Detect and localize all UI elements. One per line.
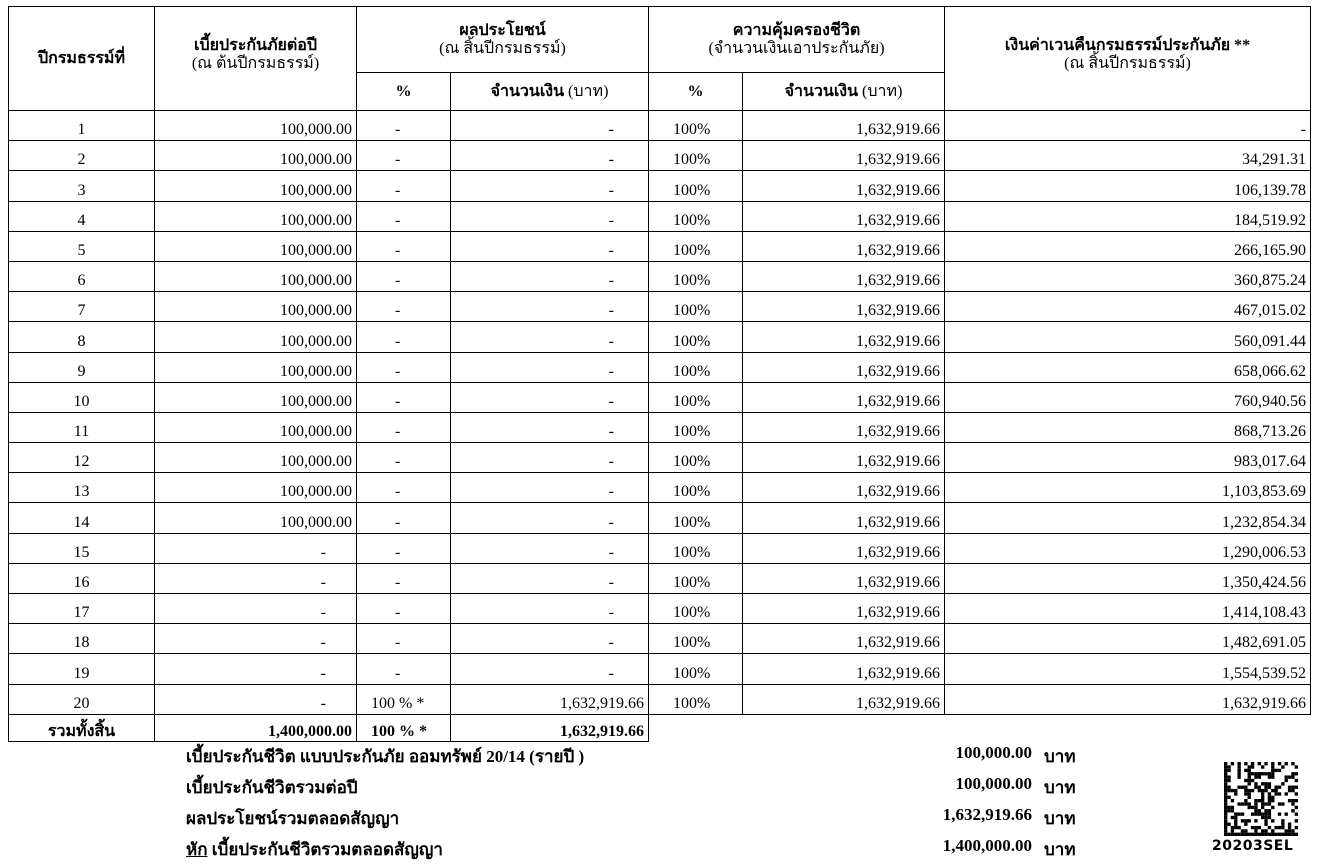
row-coverage-pct: 100% xyxy=(649,443,743,473)
summary-row xyxy=(186,741,1086,772)
row-benefit-pct: - xyxy=(357,141,451,171)
row-surrender-value: 1,482,691.05 xyxy=(945,624,1311,654)
table-row xyxy=(9,261,1311,291)
row-year: 2 xyxy=(9,141,155,171)
row-benefit-amount: - xyxy=(451,382,649,412)
row-surrender-value: 1,350,424.56 xyxy=(945,563,1311,593)
summary-unit: บาท xyxy=(1044,747,1076,766)
row-coverage-amount: 1,632,919.66 xyxy=(743,533,945,563)
row-surrender-value: 1,232,854.34 xyxy=(945,503,1311,533)
row-benefit-pct: - xyxy=(357,533,451,563)
row-premium: 100,000.00 xyxy=(155,322,357,352)
row-coverage-pct: 100% xyxy=(649,624,743,654)
row-coverage-amount: 1,632,919.66 xyxy=(743,322,945,352)
row-coverage-amount: 1,632,919.66 xyxy=(743,473,945,503)
row-year: 20 xyxy=(9,684,155,714)
row-surrender-value: - xyxy=(945,111,1311,141)
row-benefit-amount: - xyxy=(451,624,649,654)
summary-amount: 1,632,919.66 xyxy=(942,805,1032,824)
row-benefit-pct: - xyxy=(357,473,451,503)
row-year: 12 xyxy=(9,443,155,473)
summary-label: ผลประโยชน์รวมตลอดสัญญา xyxy=(186,809,400,828)
row-benefit-amount: - xyxy=(451,594,649,624)
row-year: 17 xyxy=(9,594,155,624)
row-premium: 100,000.00 xyxy=(155,412,357,442)
row-coverage-pct: 100% xyxy=(649,111,743,141)
summary-amount: 100,000.00 xyxy=(955,774,1032,793)
row-coverage-amount: 1,632,919.66 xyxy=(743,261,945,291)
row-benefit-amount: - xyxy=(451,443,649,473)
total-label: รวมทั้งสิ้น xyxy=(9,714,155,741)
header-premium: เบี้ยประกันภัยต่อปี (ณ ต้นปีกรมธรรม์) xyxy=(155,7,357,111)
row-benefit-amount: - xyxy=(451,412,649,442)
summary-block xyxy=(186,741,1086,865)
row-premium: - xyxy=(155,533,357,563)
summary-amount: 100,000.00 xyxy=(955,743,1032,762)
row-surrender-value: 106,139.78 xyxy=(945,171,1311,201)
table-row xyxy=(9,684,1311,714)
row-surrender-value: 467,015.02 xyxy=(945,292,1311,322)
header-benefit-amount: จำนวนเงิน (บาท) xyxy=(451,73,649,111)
row-surrender-value: 760,940.56 xyxy=(945,382,1311,412)
row-year: 13 xyxy=(9,473,155,503)
row-benefit-pct: - xyxy=(357,654,451,684)
table-row xyxy=(9,322,1311,352)
row-year: 14 xyxy=(9,503,155,533)
row-benefit-pct: - xyxy=(357,111,451,141)
row-surrender-value: 658,066.62 xyxy=(945,352,1311,382)
row-surrender-value: 184,519.92 xyxy=(945,201,1311,231)
row-benefit-amount: - xyxy=(451,292,649,322)
row-coverage-pct: 100% xyxy=(649,141,743,171)
row-premium: 100,000.00 xyxy=(155,261,357,291)
row-coverage-pct: 100% xyxy=(649,231,743,261)
row-benefit-pct: - xyxy=(357,201,451,231)
row-benefit-amount: - xyxy=(451,654,649,684)
row-benefit-pct: - xyxy=(357,563,451,593)
row-coverage-amount: 1,632,919.66 xyxy=(743,563,945,593)
row-coverage-pct: 100% xyxy=(649,412,743,442)
row-year: 7 xyxy=(9,292,155,322)
table-row xyxy=(9,231,1311,261)
row-premium: - xyxy=(155,594,357,624)
row-surrender-value: 1,554,539.52 xyxy=(945,654,1311,684)
row-surrender-value: 34,291.31 xyxy=(945,141,1311,171)
table-row xyxy=(9,594,1311,624)
total-benefit-pct: 100 % * xyxy=(357,714,451,741)
row-coverage-pct: 100% xyxy=(649,261,743,291)
table-row xyxy=(9,111,1311,141)
row-year: 3 xyxy=(9,171,155,201)
total-premium: 1,400,000.00 xyxy=(155,714,357,741)
summary-unit: บาท xyxy=(1044,778,1076,797)
row-surrender-value: 360,875.24 xyxy=(945,261,1311,291)
row-year: 11 xyxy=(9,412,155,442)
deduct-label: หัก xyxy=(186,840,208,859)
summary-unit: บาท xyxy=(1044,809,1076,828)
row-surrender-value: 1,103,853.69 xyxy=(945,473,1311,503)
row-premium: 100,000.00 xyxy=(155,352,357,382)
row-coverage-pct: 100% xyxy=(649,654,743,684)
table-row xyxy=(9,201,1311,231)
summary-label: เบี้ยประกันชีวิตรวมต่อปี xyxy=(186,778,358,797)
table-row xyxy=(9,443,1311,473)
summary-row xyxy=(186,803,1086,834)
table-row xyxy=(9,473,1311,503)
row-coverage-amount: 1,632,919.66 xyxy=(743,503,945,533)
header-benefit-pct: % xyxy=(357,73,451,111)
row-benefit-amount: - xyxy=(451,322,649,352)
row-year: 9 xyxy=(9,352,155,382)
row-coverage-pct: 100% xyxy=(649,322,743,352)
row-coverage-pct: 100% xyxy=(649,382,743,412)
table-row xyxy=(9,292,1311,322)
row-surrender-value: 1,632,919.66 xyxy=(945,684,1311,714)
row-benefit-amount: - xyxy=(451,231,649,261)
header-coverage-pct: % xyxy=(649,73,743,111)
row-premium: - xyxy=(155,684,357,714)
row-coverage-amount: 1,632,919.66 xyxy=(743,231,945,261)
header-benefit: ผลประโยชน์ (ณ สิ้นปีกรมธรรม์) xyxy=(357,7,649,73)
table-row xyxy=(9,171,1311,201)
row-benefit-amount: - xyxy=(451,503,649,533)
row-premium: 100,000.00 xyxy=(155,201,357,231)
row-premium: - xyxy=(155,563,357,593)
row-surrender-value: 1,290,006.53 xyxy=(945,533,1311,563)
row-coverage-amount: 1,632,919.66 xyxy=(743,412,945,442)
row-benefit-pct: - xyxy=(357,171,451,201)
row-benefit-amount: - xyxy=(451,533,649,563)
row-year: 15 xyxy=(9,533,155,563)
row-coverage-amount: 1,632,919.66 xyxy=(743,684,945,714)
row-benefit-pct: - xyxy=(357,231,451,261)
row-coverage-pct: 100% xyxy=(649,171,743,201)
summary-row xyxy=(186,772,1086,803)
table-row xyxy=(9,352,1311,382)
row-benefit-pct: - xyxy=(357,503,451,533)
row-premium: 100,000.00 xyxy=(155,231,357,261)
row-premium: 100,000.00 xyxy=(155,141,357,171)
row-coverage-pct: 100% xyxy=(649,473,743,503)
table-row xyxy=(9,563,1311,593)
row-benefit-amount: - xyxy=(451,111,649,141)
row-coverage-amount: 1,632,919.66 xyxy=(743,594,945,624)
table-row xyxy=(9,382,1311,412)
row-benefit-pct: - xyxy=(357,624,451,654)
row-year: 6 xyxy=(9,261,155,291)
row-benefit-pct: - xyxy=(357,352,451,382)
header-coverage: ความคุ้มครองชีวิต (จำนวนเงินเอาประกันภัย) xyxy=(649,7,945,73)
summary-label: เบี้ยประกันชีวิต แบบประกันภัย ออมทรัพย์ 20/14 (รายปี ) xyxy=(186,747,585,766)
row-benefit-pct: - xyxy=(357,261,451,291)
row-year: 5 xyxy=(9,231,155,261)
row-year: 18 xyxy=(9,624,155,654)
row-surrender-value: 868,713.26 xyxy=(945,412,1311,442)
row-coverage-pct: 100% xyxy=(649,352,743,382)
row-benefit-pct: - xyxy=(357,382,451,412)
row-coverage-amount: 1,632,919.66 xyxy=(743,654,945,684)
row-benefit-pct: - xyxy=(357,443,451,473)
row-year: 10 xyxy=(9,382,155,412)
row-surrender-value: 560,091.44 xyxy=(945,322,1311,352)
row-premium: - xyxy=(155,624,357,654)
row-year: 16 xyxy=(9,563,155,593)
row-coverage-pct: 100% xyxy=(649,292,743,322)
row-benefit-amount: 1,632,919.66 xyxy=(451,684,649,714)
row-benefit-amount: - xyxy=(451,171,649,201)
row-coverage-pct: 100% xyxy=(649,503,743,533)
row-benefit-pct: - xyxy=(357,594,451,624)
row-coverage-amount: 1,632,919.66 xyxy=(743,292,945,322)
row-benefit-pct: 100 % * xyxy=(357,684,451,714)
row-coverage-amount: 1,632,919.66 xyxy=(743,141,945,171)
row-coverage-pct: 100% xyxy=(649,533,743,563)
row-surrender-value: 1,414,108.43 xyxy=(945,594,1311,624)
row-benefit-pct: - xyxy=(357,322,451,352)
row-year: 4 xyxy=(9,201,155,231)
summary-label: หัก เบี้ยประกันชีวิตรวมตลอดสัญญา xyxy=(186,840,443,859)
benefit-table xyxy=(8,6,1311,742)
table-row xyxy=(9,141,1311,171)
row-benefit-amount: - xyxy=(451,352,649,382)
row-year: 19 xyxy=(9,654,155,684)
row-coverage-pct: 100% xyxy=(649,594,743,624)
row-premium: 100,000.00 xyxy=(155,171,357,201)
row-premium: 100,000.00 xyxy=(155,503,357,533)
table-row xyxy=(9,624,1311,654)
summary-unit: บาท xyxy=(1044,840,1076,859)
row-coverage-pct: 100% xyxy=(649,201,743,231)
document-code: 20203SEL xyxy=(1212,838,1294,854)
row-benefit-amount: - xyxy=(451,201,649,231)
row-surrender-value: 266,165.90 xyxy=(945,231,1311,261)
summary-row xyxy=(186,834,1086,865)
row-coverage-amount: 1,632,919.66 xyxy=(743,201,945,231)
row-premium: 100,000.00 xyxy=(155,292,357,322)
row-coverage-amount: 1,632,919.66 xyxy=(743,111,945,141)
row-coverage-pct: 100% xyxy=(649,684,743,714)
header-year: ปีกรมธรรม์ที่ xyxy=(9,7,155,111)
row-year: 8 xyxy=(9,322,155,352)
row-surrender-value: 983,017.64 xyxy=(945,443,1311,473)
row-coverage-amount: 1,632,919.66 xyxy=(743,624,945,654)
row-coverage-pct: 100% xyxy=(649,563,743,593)
header-coverage-amount: จำนวนเงิน (บาท) xyxy=(743,73,945,111)
table-row xyxy=(9,412,1311,442)
row-benefit-amount: - xyxy=(451,261,649,291)
table-row xyxy=(9,654,1311,684)
total-row xyxy=(9,714,1311,741)
row-coverage-amount: 1,632,919.66 xyxy=(743,443,945,473)
row-premium: 100,000.00 xyxy=(155,382,357,412)
row-premium: - xyxy=(155,654,357,684)
qr-code-icon xyxy=(1224,762,1298,836)
row-premium: 100,000.00 xyxy=(155,473,357,503)
table-row xyxy=(9,503,1311,533)
row-coverage-amount: 1,632,919.66 xyxy=(743,382,945,412)
row-benefit-amount: - xyxy=(451,473,649,503)
header-surrender: เงินค่าเวนคืนกรมธรรม์ประกันภัย ** (ณ สิ้นปีกรมธรรม์) xyxy=(945,7,1311,111)
row-premium: 100,000.00 xyxy=(155,111,357,141)
row-benefit-pct: - xyxy=(357,412,451,442)
row-benefit-pct: - xyxy=(357,292,451,322)
summary-amount: 1,400,000.00 xyxy=(942,836,1032,855)
row-premium: 100,000.00 xyxy=(155,443,357,473)
row-year: 1 xyxy=(9,111,155,141)
table-row xyxy=(9,533,1311,563)
row-coverage-amount: 1,632,919.66 xyxy=(743,171,945,201)
row-benefit-amount: - xyxy=(451,141,649,171)
row-coverage-amount: 1,632,919.66 xyxy=(743,352,945,382)
total-benefit-amount: 1,632,919.66 xyxy=(451,714,649,741)
row-benefit-amount: - xyxy=(451,563,649,593)
